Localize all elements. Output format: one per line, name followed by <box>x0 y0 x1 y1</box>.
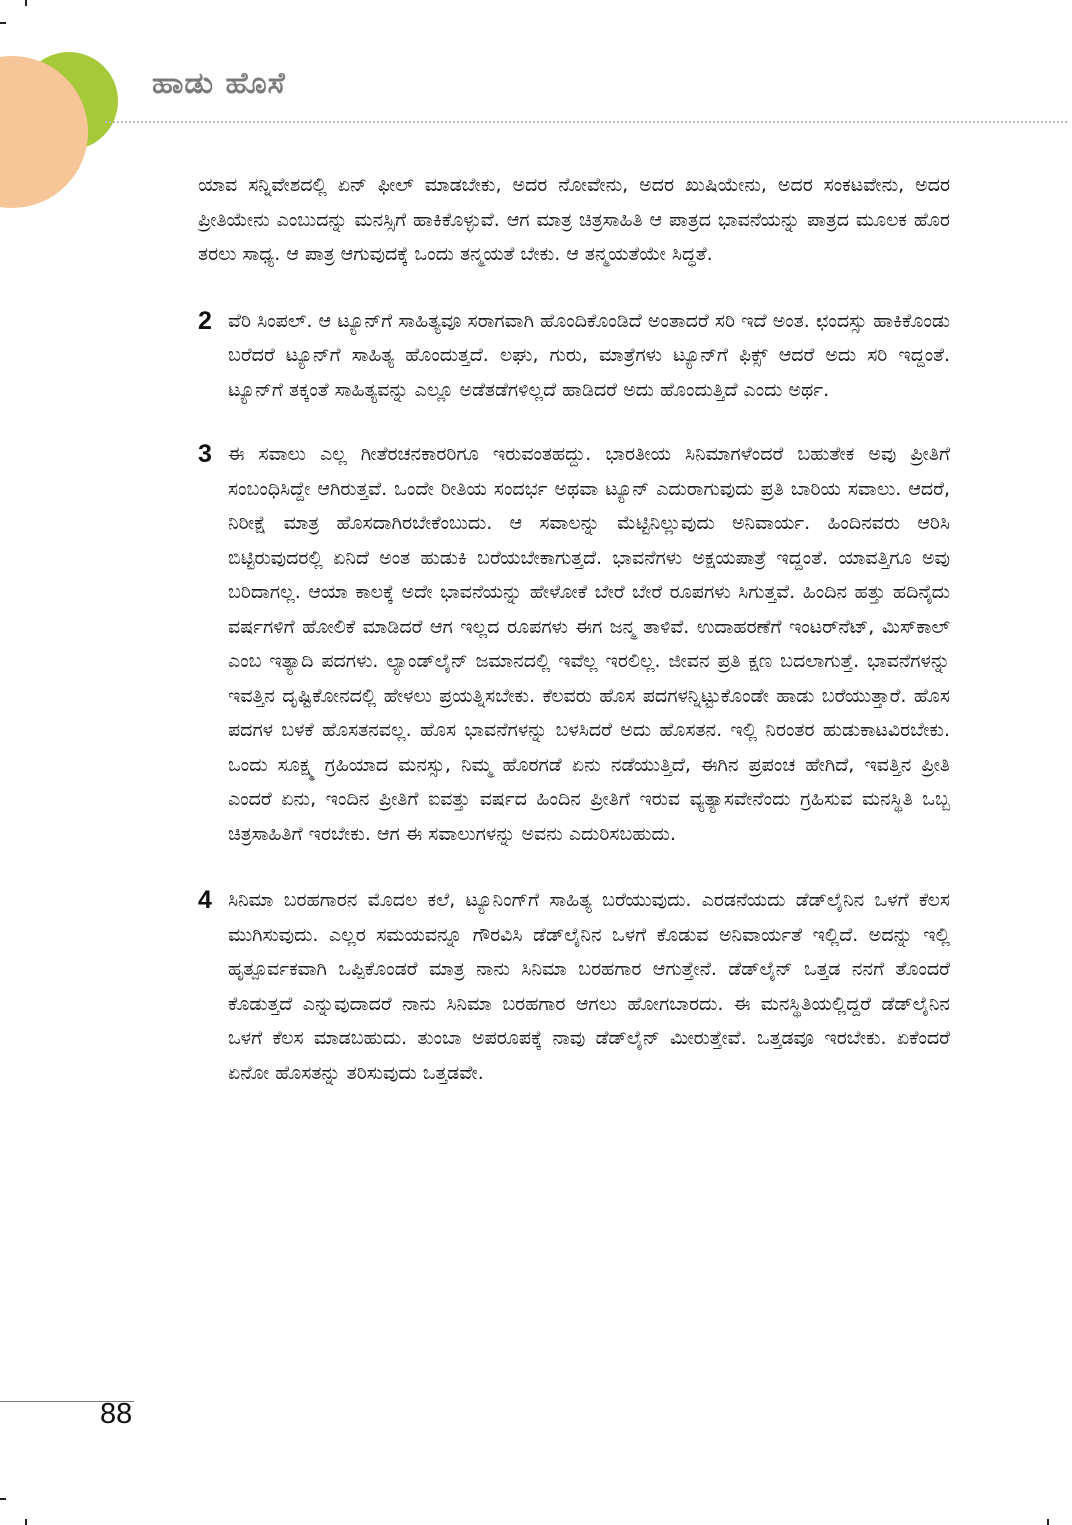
crop-mark-top-left <box>25 0 27 6</box>
answer-number: 2 <box>198 306 212 335</box>
crop-mark-left-upper <box>0 22 6 24</box>
header-dotted-divider <box>105 121 1067 123</box>
answer-number: 4 <box>198 886 212 914</box>
crop-mark-bottom-right <box>1047 1519 1049 1525</box>
crop-mark-left-lower <box>0 1498 6 1500</box>
numbered-answer-2 <box>198 304 950 408</box>
answer-number: 3 <box>198 440 212 468</box>
page-number: 88 <box>100 1398 133 1430</box>
crop-mark-bottom-left <box>25 1519 27 1525</box>
chapter-title: ಹಾಡು ಹೊಸೆ <box>152 66 286 101</box>
numbered-answer-4 <box>198 883 950 1090</box>
answer-text: ವೆರಿ ಸಿಂಪಲ್. ಆ ಟ್ಯೂನ್‌ಗೆ ಸಾಹಿತ್ಯವೂ ಸರಾಗವಾಗಿ ಹೊಂದಿಕೊಂಡಿದೆ ಅಂತಾದರೆ ಸರಿ ಇದೆ ಅಂತ. ಛಂದಸ್ಸು ಹಾಕಿಕೊಂಡು ಬರೆದರೆ ಟ್ಯೂನ್‌ಗೆ ಸಾಹಿತ್ಯ ಹೊಂದುತ್ತದೆ. ಲಘು, ಗುರು, ಮಾತ್ರೆಗಳು ಟ್ಯೂನ್‌ಗೆ ಫಿಕ್ಸ್ ಆದರೆ ಅದು ಸರಿ ಇದ್ದಂತೆ. ಟ್ಯೂನ್‌ಗೆ ತಕ್ಕಂತೆ ಸಾಹಿತ್ಯವನ್ನು ಎಲ್ಲೂ ಅಡೆತಡೆಗಳಿಲ್ಲದೆ ಹಾಡಿದರೆ ಅದು ಹೊಂದುತ್ತಿದೆ ಎಂದು ಅರ್ಥ. <box>228 309 950 401</box>
answer-text: ಸಿನಿಮಾ ಬರಹಗಾರನ ಮೊದಲ ಕಲೆ, ಟ್ಯೂನಿಂಗ್‌ಗೆ ಸಾಹಿತ್ಯ ಬರೆಯುವುದು. ಎರಡನೆಯದು ಡೆಡ್‌ಲೈನಿನ ಒಳಗೆ ಕೆಲಸ ಮುಗಿಸುವುದು. ಎಲ್ಲರ ಸಮಯವನ್ನೂ ಗೌರವಿಸಿ ಡೆಡ್‌ಲೈನಿನ ಒಳಗೆ ಕೊಡುವ ಅನಿವಾರ್ಯತೆ ಇಲ್ಲಿದೆ. ಅದನ್ನು ಇಲ್ಲಿ ಹೃತ್ಪೂರ್ವಕವಾಗಿ ಒಪ್ಪಿಕೊಂಡರೆ ಮಾತ್ರ ನಾನು ಸಿನಿಮಾ ಬರಹಗಾರ ಆಗುತ್ತೇನೆ. ಡೆಡ್‌ಲೈನ್ ಒತ್ತಡ ನನಗೆ ತೊಂದರೆ ಕೊಡುತ್ತದೆ ಎನ್ನುವುದಾದರೆ ನಾನು ಸಿನಿಮಾ ಬರಹಗಾರ ಆಗಲು ಹೋಗಬಾರದು. ಈ ಮನಸ್ಥಿತಿಯಲ್ಲಿದ್ದರೆ ಡೆಡ್‌ಲೈನಿನ ಒಳಗೆ ಕೆಲಸ ಮಾಡಬಹುದು. ತುಂಬಾ ಅಪರೂಪಕ್ಕೆ ನಾವು ಡೆಡ್‌ಲೈನ್ ಮೀರುತ್ತೇವೆ. ಒತ್ತಡವೂ ಇರಬೇಕು. ಏಕೆಂದರೆ ಏನೋ ಹೊಸತನ್ನು ತರಿಸುವುದು ಒತ್ತಡವೇ. <box>228 889 950 1084</box>
answer-text: ಈ ಸವಾಲು ಎಲ್ಲ ಗೀತೆರಚನಕಾರರಿಗೂ ಇರುವಂತಹದ್ದು. ಭಾರತೀಯ ಸಿನಿಮಾಗಳೆಂದರೆ ಬಹುತೇಕ ಅವು ಪ್ರೀತಿಗೆ ಸಂಬಂಧಿಸಿದ್ದೇ ಆಗಿರುತ್ತವೆ. ಒಂದೇ ರೀತಿಯ ಸಂದರ್ಭ ಅಥವಾ ಟ್ಯೂನ್ ಎದುರಾಗುವುದು ಪ್ರತಿ ಬಾರಿಯ ಸವಾಲು. ಆದರೆ, ನಿರೀಕ್ಷೆ ಮಾತ್ರ ಹೊಸದಾಗಿರಬೇಕೆಂಬುದು. ಆ ಸವಾಲನ್ನು ಮೆಟ್ಟಿನಿಲ್ಲುವುದು ಅನಿವಾರ್ಯ. ಹಿಂದಿನವರು ಆರಿಸಿ ಬಿಟ್ಟಿರುವುದರಲ್ಲಿ ಏನಿದೆ ಅಂತ ಹುಡುಕಿ ಬರೆಯಬೇಕಾಗುತ್ತದೆ. ಭಾವನೆಗಳು ಅಕ್ಷಯಪಾತ್ರೆ ಇದ್ದಂತೆ. ಯಾವತ್ತಿಗೂ ಅವು ಬರಿದಾಗಲ್ಲ. ಆಯಾ ಕಾಲಕ್ಕೆ ಅದೇ ಭಾವನೆಯನ್ನು ಹೇಳೋಕೆ ಬೇರೆ ಬೇರೆ ರೂಪಗಳು ಸಿಗುತ್ತವೆ. ಹಿಂದಿನ ಹತ್ತು ಹದಿನೈದು ವರ್ಷಗಳಿಗೆ ಹೋಲಿಕೆ ಮಾಡಿದರೆ ಆಗ ಇಲ್ಲದ ರೂಪಗಳು ಈಗ ಜನ್ಮ ತಾಳಿವೆ. ಉದಾಹರಣೆಗೆ ಇಂಟರ್‌ನೆಟ್, ಮಿಸ್‌ಕಾಲ್ ಎಂಬ ಇತ್ಯಾದಿ ಪದಗಳು. ಲ್ಯಾಂಡ್‌ಲೈನ್ ಜಮಾನದಲ್ಲಿ ಇವೆಲ್ಲ ಇರಲಿಲ್ಲ. ಜೀವನ ಪ್ರತಿ ಕ್ಷಣ ಬದಲಾಗುತ್ತೆ. ಭಾವನೆಗಳನ್ನು ಇವತ್ತಿನ ದೃಷ್ಟಿಕೋನದಲ್ಲಿ ಹೇಳಲು ಪ್ರಯತ್ನಿಸಬೇಕು. ಕೆಲವರು ಹೊಸ ಪದಗಳನ್ನಿಟ್ಟುಕೊಂಡೇ ಹಾಡು ಬರೆಯುತ್ತಾರೆ. ಹೊಸ ಪದಗಳ ಬಳಕೆ ಹೊಸತನವಲ್ಲ. ಹೊಸ ಭಾವನೆಗಳನ್ನು ಬಳಸಿದರೆ ಅದು ಹೊಸತನ. ಇಲ್ಲಿ ನಿರಂತರ ಹುಡುಕಾಟವಿರಬೇಕು. ಒಂದು ಸೂಕ್ಷ್ಮ ಗ್ರಹಿಯಾದ ಮನಸ್ಸು, ನಿಮ್ಮ ಹೊರಗಡೆ ಏನು ನಡೆಯುತ್ತಿದೆ, ಈಗಿನ ಪ್ರಪಂಚ ಹೇಗಿದೆ, ಇವತ್ತಿನ ಪ್ರೀತಿ ಎಂದರೆ ಏನು, ಇಂದಿನ ಪ್ರೀತಿಗೆ ಐವತ್ತು ವರ್ಷದ ಹಿಂದಿನ ಪ್ರೀತಿಗೆ ಇರುವ ವ್ಯತ್ಯಾಸವೇನೆಂದು ಗ್ರಹಿಸುವ ಮನಸ್ಥಿತಿ ಒಬ್ಬ ಚಿತ್ರಸಾಹಿತಿಗೆ ಇರಬೇಕು. ಆಗ ಈ ಸವಾಲುಗಳನ್ನು ಅವನು ಎದುರಿಸಬಹುದು. <box>228 443 950 845</box>
intro-paragraph: ಯಾವ ಸನ್ನಿವೇಶದಲ್ಲಿ ಏನ್ ಫೀಲ್ ಮಾಡಬೇಕು, ಅದರ ನೋವೇನು, ಅದರ ಖುಷಿಯೇನು, ಅದರ ಸಂಕಟವೇನು, ಅದರ ಪ್ರೀತಿಯೇನು ಎಂಬುದನ್ನು ಮನಸ್ಸಿಗೆ ಹಾಕಿಕೊಳ್ಳುವೆ. ಆಗ ಮಾತ್ರ ಚಿತ್ರಸಾಹಿತಿ ಆ ಪಾತ್ರದ ಭಾವನೆಯನ್ನು ಪಾತ್ರದ ಮೂಲಕ ಹೊರ ತರಲು ಸಾಧ್ಯ. ಆ ಪಾತ್ರ ಆಗುವುದಕ್ಕೆ ಒಂದು ತನ್ಮಯತೆ ಬೇಕು. ಆ ತನ್ಮಯತೆಯೇ ಸಿದ್ಧತೆ. <box>198 174 950 265</box>
numbered-answer-3 <box>198 437 950 851</box>
page-body <box>198 168 950 1090</box>
